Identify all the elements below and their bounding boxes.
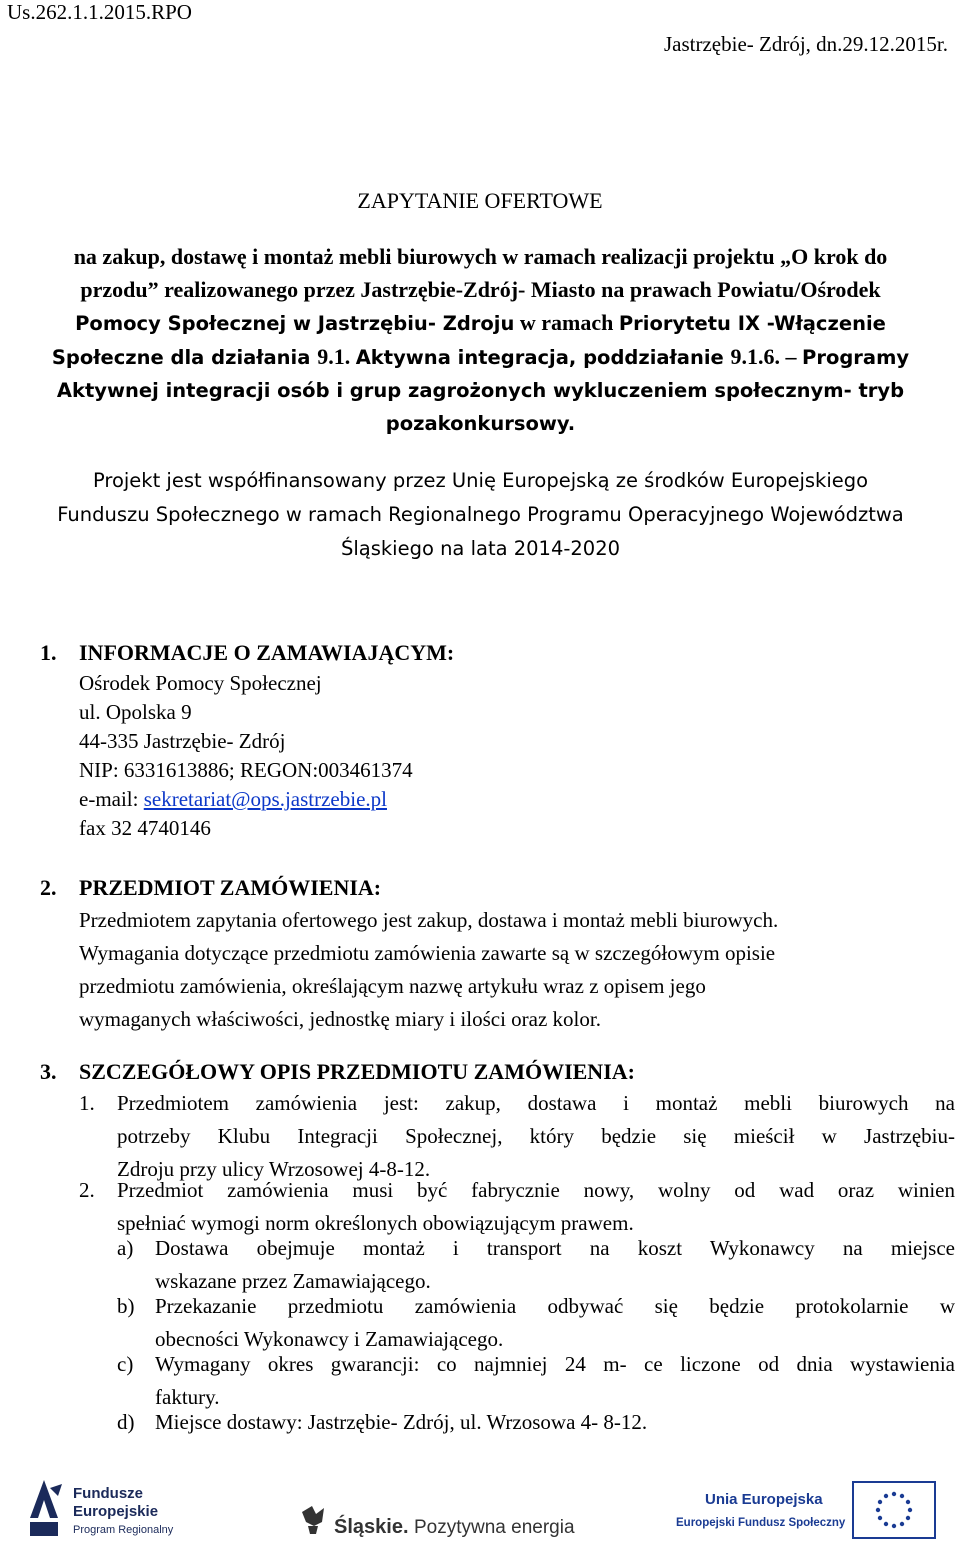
item-a-text: Dostawa obejmuje montaż i transport na koszt Wykonawcy na miejsce wskazane przez Zamawiającego. bbox=[155, 1236, 955, 1293]
order-subject-line-3: przedmiotu zamówienia, określającym nazwę artykułu wraz z opisem jego bbox=[79, 974, 706, 998]
subject-line-2: przodu” realizowanego przez Jastrzębie-Zdrój- Miasto na prawach Powiatu/Ośrodek bbox=[80, 277, 881, 302]
slaskie-tagline: Pozytywna energia bbox=[414, 1517, 575, 1538]
authority-city: 44-335 Jastrzębie- Zdrój bbox=[79, 729, 286, 753]
section-3-number: 3. bbox=[40, 1059, 57, 1084]
eu-line-1: Unia Europejska bbox=[705, 1491, 823, 1508]
authority-name: Ośrodek Pomocy Społecznej bbox=[79, 671, 322, 695]
subject-line-6: pozakonkursowy. bbox=[385, 412, 576, 435]
place-and-date: Jastrzębie- Zdrój, dn.29.12.2015r. bbox=[663, 32, 948, 56]
subject-line-4: Społeczne dla działania 9.1. Aktywna integracja, poddziałanie 9.1.6. – Programy bbox=[51, 344, 910, 369]
item-c-letter: c) bbox=[117, 1352, 134, 1376]
fe-star-emblem-icon bbox=[30, 1480, 62, 1536]
authority-tax-ids: NIP: 6331613886; REGON:003461374 bbox=[79, 758, 413, 782]
section-1-heading: INFORMACJE O ZAMAWIAJĄCYM: bbox=[79, 640, 455, 665]
cofunding-line-3: Śląskiego na lata 2014-2020 bbox=[340, 537, 621, 560]
slaskie-logo bbox=[302, 1506, 575, 1538]
fe-line-3: Program Regionalny bbox=[73, 1524, 174, 1536]
subject-line-3: Pomocy Społecznej w Jastrzębiu- Zdroju w ramach Priorytetu IX -Włączenie bbox=[75, 310, 886, 335]
item-2-text: Przedmiot zamówienia musi być fabrycznie nowy, wolny od wad oraz winien spełniać wymogi norm określonych obowiązującym prawem. bbox=[117, 1178, 955, 1235]
item-d-text: Miejsce dostawy: Jastrzębie- Zdrój, ul. Wrzosowa 4- 8-12. bbox=[155, 1410, 648, 1434]
fe-line-1: Fundusze bbox=[73, 1485, 143, 1502]
section-3-heading: SZCZEGÓŁOWY OPIS PRZEDMIOTU ZAMÓWIENIA: bbox=[79, 1059, 635, 1084]
document-reference: Us.262.1.1.2015.RPO bbox=[7, 0, 192, 24]
slaskie-name: Śląskie. bbox=[334, 1516, 409, 1538]
contracting-authority-info bbox=[79, 669, 939, 843]
document-title: ZAPYTANIE OFERTOWE bbox=[357, 188, 603, 213]
item-2-number: 2. bbox=[79, 1178, 95, 1202]
eu-flag-icon bbox=[853, 1482, 935, 1538]
item-b-text: Przekazanie przedmiotu zamówienia odbywać się będzie protokolarnie w obecności Wykonawcy i Zamawiającego. bbox=[155, 1294, 955, 1351]
cofunding-line-2: Funduszu Społecznego w ramach Regionalnego Programu Operacyjnego Województwa bbox=[57, 503, 904, 526]
subject-line-1: na zakup, dostawę i montaż mebli biurowych w ramach realizacji projektu „O krok do bbox=[73, 244, 888, 269]
item-a-letter: a) bbox=[117, 1236, 134, 1260]
subject-block bbox=[8, 240, 953, 440]
order-subject-line-4: wymaganych właściwości, jednostkę miary i ilości oraz kolor. bbox=[79, 1007, 601, 1031]
subject-line-5: Aktywnej integracji osób i grup zagrożonych wykluczeniem społecznym- tryb bbox=[56, 379, 905, 402]
eu-logo bbox=[676, 1482, 935, 1538]
fe-line-2: Europejskie bbox=[73, 1503, 159, 1520]
email-link[interactable]: sekretariat@ops.jastrzebie.pl bbox=[143, 787, 387, 811]
authority-fax: fax 32 4740146 bbox=[79, 816, 211, 840]
fundusze-europejskie-logo bbox=[30, 1480, 174, 1536]
order-subject-line-1: Przedmiotem zapytania ofertowego jest zakup, dostawa i montaż mebli biurowych. bbox=[79, 908, 779, 932]
order-subject-description bbox=[79, 904, 939, 1036]
section-2-number: 2. bbox=[40, 875, 57, 900]
cofunding-statement bbox=[8, 464, 953, 566]
item-1-number: 1. bbox=[79, 1091, 95, 1115]
authority-email-row: e-mail: sekretariat@ops.jastrzebie.pl bbox=[79, 787, 387, 811]
authority-street: ul. Opolska 9 bbox=[79, 700, 192, 724]
section-1-number: 1. bbox=[40, 640, 57, 665]
footer-logos bbox=[0, 1470, 960, 1545]
item-c-text: Wymagany okres gwarancji: co najmniej 24 m- ce liczone od dnia wystawienia faktury. bbox=[155, 1352, 955, 1409]
item-d-letter: d) bbox=[117, 1410, 135, 1434]
slaskie-eagle-icon bbox=[302, 1506, 324, 1534]
item-b-letter: b) bbox=[117, 1294, 135, 1318]
item-1-text: Przedmiotem zamówienia jest: zakup, dostawa i montaż mebli biurowych na potrzeby Klubu Integracji Społecznej, który będzie się mieścił w Jastrzębiu- Zdroju przy ulicy Wrzosowej 4-8-12. bbox=[117, 1091, 955, 1181]
cofunding-line-1: Projekt jest współfinansowany przez Unię Europejską ze środków Europejskiego bbox=[92, 469, 869, 492]
order-subject-line-2: Wymagania dotyczące przedmiotu zamówienia zawarte są w szczegółowym opisie bbox=[79, 941, 776, 965]
eu-line-2: Europejski Fundusz Społeczny bbox=[676, 1517, 846, 1529]
section-2-heading: PRZEDMIOT ZAMÓWIENIA: bbox=[79, 875, 382, 900]
